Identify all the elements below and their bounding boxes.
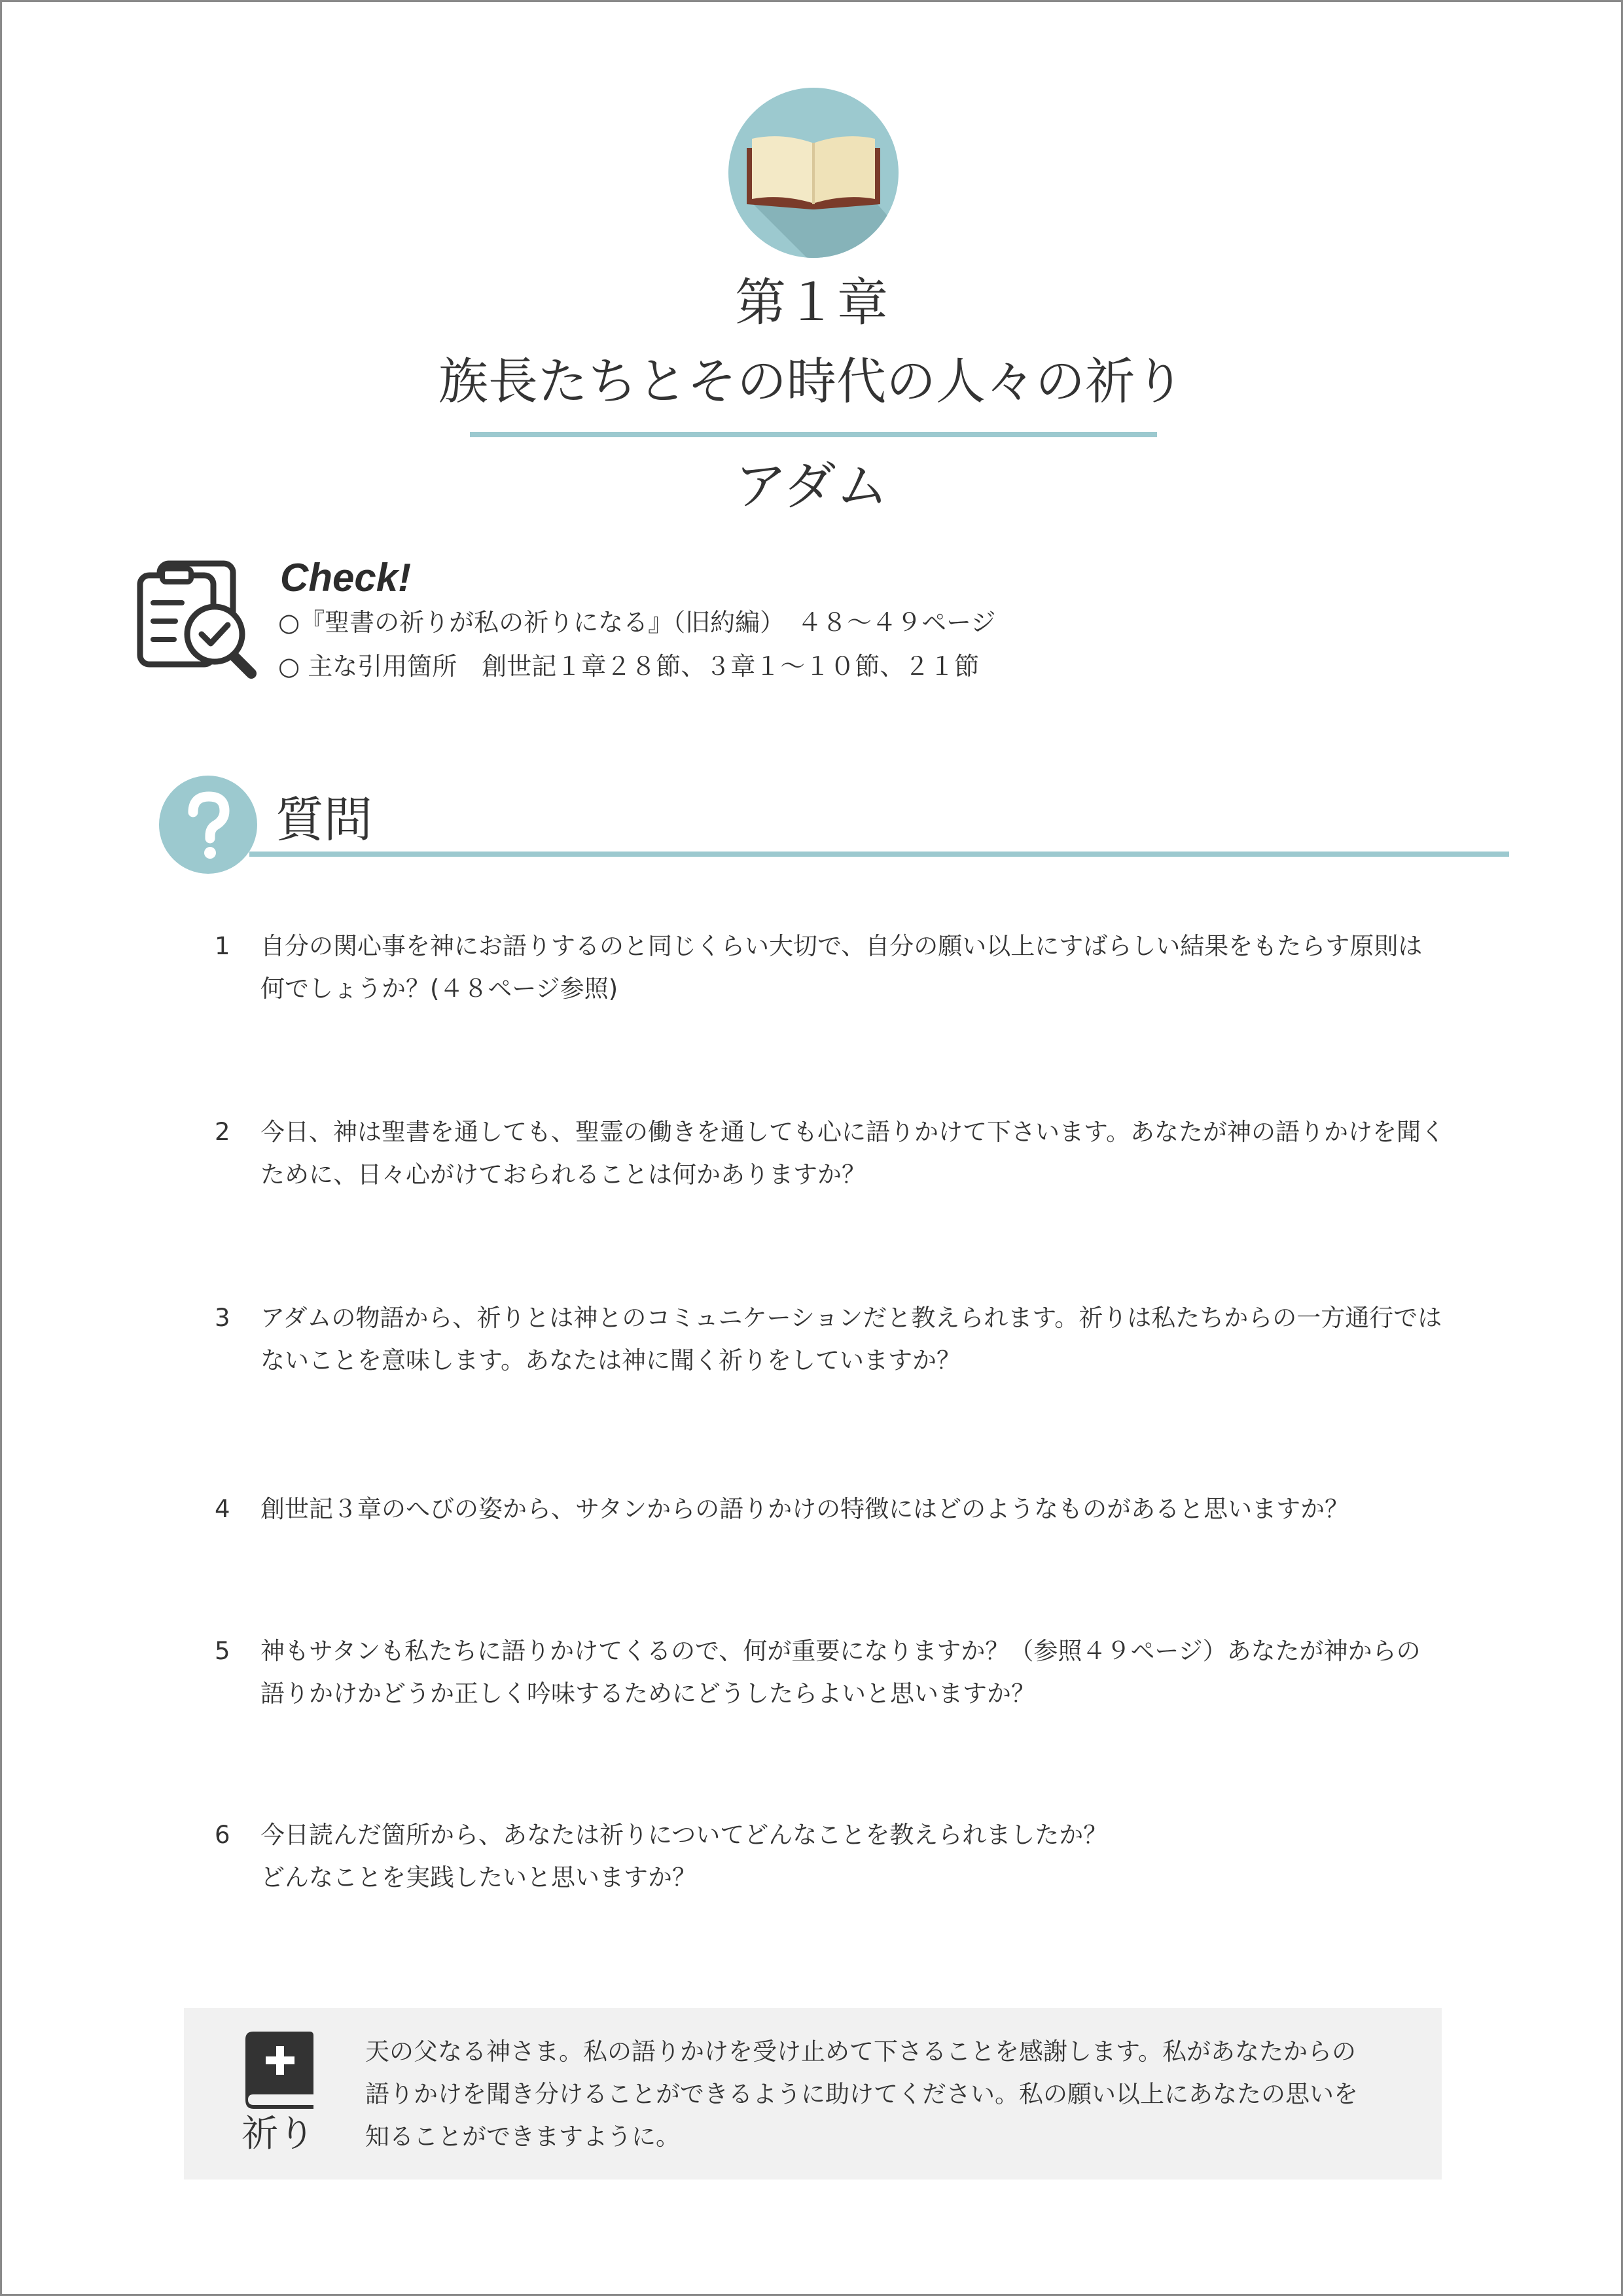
question-text: 自分の関心事を神にお語りするのと同じくらい大切で、自分の願い以上にすばらしい結果をもたらす原則は 何でしょうか？(４８ページ参照) bbox=[260, 932, 1423, 1003]
check-title: Check! bbox=[280, 556, 412, 600]
question-item bbox=[215, 1488, 1491, 1530]
bible-cross-icon bbox=[244, 2029, 316, 2111]
chapter-title: 族長たちとその時代の人々の祈り bbox=[438, 352, 1185, 410]
question-number: 1 bbox=[215, 932, 230, 960]
question-number: 4 bbox=[215, 1495, 230, 1523]
title-divider bbox=[470, 432, 1157, 437]
question-item bbox=[215, 1297, 1491, 1382]
questions-heading: 質問 bbox=[276, 792, 372, 848]
question-text: 創世記３章のへびの姿から、サタンからの語りかけの特徴にはどのようなものがあると思いますか？ bbox=[260, 1495, 1349, 1523]
questions-divider bbox=[249, 852, 1509, 857]
check-reference-line: ○『聖書の祈りが私の祈りになる』（旧約編） ４８～４９ページ bbox=[278, 608, 996, 637]
question-text: アダムの物語から、祈りとは神とのコミュニケーションだと教えられます。祈りは私たちからの一方通行では ないことを意味します。あなたは神に聞く祈りをしていますか？ bbox=[260, 1304, 1442, 1374]
prayer-label: 祈り bbox=[241, 2113, 315, 2155]
question-mark-icon bbox=[159, 776, 257, 874]
chapter-label: 第１章 bbox=[734, 274, 888, 332]
question-text: 今日読んだ箇所から、あなたは祈りについてどんなことを教えられましたか？ どんなことを実践したいと思いますか？ bbox=[260, 1821, 1108, 1892]
question-text: 今日、神は聖書を通しても、聖霊の働きを通しても心に語りかけて下さいます。あなたが神の語りかけを聞く ために、日々心がけておられることは何かありますか？ bbox=[260, 1118, 1446, 1189]
question-number: 3 bbox=[215, 1304, 230, 1332]
question-item bbox=[215, 1814, 1491, 1899]
question-text: 神もサタンも私たちに語りかけてくるので、何が重要になりますか？（参照４９ページ）あなたが神からの 語りかけかどうか正しく吟味するためにどうしたらよいと思いますか？ bbox=[260, 1637, 1421, 1708]
lesson-name: アダム bbox=[734, 456, 889, 516]
clipboard-check-icon bbox=[136, 558, 260, 683]
question-item bbox=[215, 925, 1491, 1010]
question-number: 6 bbox=[215, 1821, 230, 1849]
question-item bbox=[215, 1630, 1491, 1715]
question-number: 5 bbox=[215, 1637, 230, 1665]
check-reference-line: ○ 主な引用箇所 創世記１章２８節、３章１～１０節、２１節 bbox=[278, 652, 980, 681]
question-item bbox=[215, 1111, 1491, 1196]
open-book-icon bbox=[728, 88, 899, 258]
prayer-text: 天の父なる神さま。私の語りかけを受け止めて下さることを感謝します。私があなたからの 語りかけを聞き分けることができるように助けてください。私の願い以上にあなたの思いを 知ることができますように。 bbox=[365, 2037, 1358, 2151]
question-number: 2 bbox=[215, 1118, 230, 1146]
